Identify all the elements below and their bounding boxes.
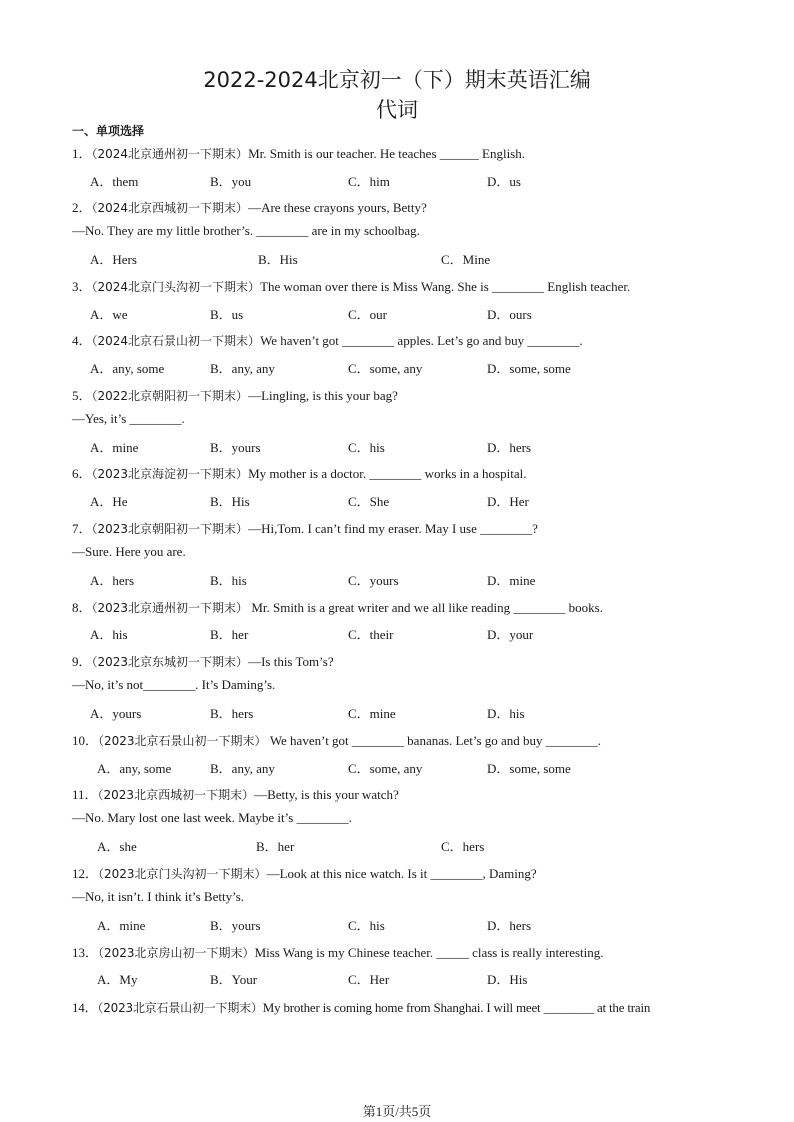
option: C．some, any xyxy=(348,361,423,376)
page-title: 2022-2024北京初一（下）期末英语汇编 xyxy=(203,68,591,92)
option: A．his xyxy=(90,627,128,642)
question-5: 5．（2022北京朝阳初一下期末）—Lingling, is this your bag? xyxy=(72,388,398,403)
option: D．ours xyxy=(487,307,532,322)
page-footer: 第1页/共5页 xyxy=(362,1104,432,1119)
option: B．you xyxy=(210,174,252,189)
option: A．Hers xyxy=(90,252,137,267)
option: C．mine xyxy=(348,706,396,721)
option: D．your xyxy=(487,627,534,642)
option: C．some, any xyxy=(348,761,423,776)
question-11-line-2: —No. Mary lost one last week. Maybe it’s ________. xyxy=(72,810,352,825)
question-12: 12．（2023北京门头沟初一下期末）—Look at this nice watch. Is it ________, Daming? xyxy=(72,866,537,881)
option: B．Your xyxy=(210,972,258,987)
option: C．him xyxy=(348,174,390,189)
option: A．any, some xyxy=(90,361,165,376)
option: A．mine xyxy=(97,918,146,933)
option: D．some, some xyxy=(487,361,571,376)
option: B．her xyxy=(256,839,295,854)
option: A．she xyxy=(97,839,137,854)
option: C．hers xyxy=(441,839,485,854)
option: D．His xyxy=(487,972,528,987)
question-9: 9．（2023北京东城初一下期末）—Is this Tom’s? xyxy=(72,654,334,669)
question-7-line-2: —Sure. Here you are. xyxy=(72,544,186,559)
option: B．her xyxy=(210,627,249,642)
question-7: 7．（2023北京朝阳初一下期末）—Hi,Tom. I can’t find my eraser. May I use ________? xyxy=(72,521,538,536)
question-8: 8．（2023北京通州初一下期末） Mr. Smith is a great writer and we all like reading ________ books. xyxy=(72,600,603,615)
option: C．She xyxy=(348,494,390,509)
question-2: 2．（2024北京西城初一下期末）—Are these crayons yours, Betty? xyxy=(72,200,427,215)
option: B．his xyxy=(210,573,247,588)
question-6: 6．（2023北京海淀初一下期末）My mother is a doctor. ________ works in a hospital. xyxy=(72,466,527,481)
question-11: 11．（2023北京西城初一下期末）—Betty, is this your watch? xyxy=(72,787,399,802)
question-14: 14．（2023北京石景山初一下期末）My brother is coming home from Shanghai. I will meet ________ at the train xyxy=(72,1000,651,1015)
option: B．any, any xyxy=(210,361,275,376)
option: B．His xyxy=(258,252,298,267)
option: C．his xyxy=(348,440,385,455)
option: D．us xyxy=(487,174,521,189)
section-heading: 一、单项选择 xyxy=(72,124,145,138)
question-4: 4．（2024北京石景山初一下期末）We haven’t got ________ apples. Let’s go and buy ________. xyxy=(72,333,583,348)
option: B．yours xyxy=(210,440,261,455)
page-subtitle: 代词 xyxy=(376,98,418,122)
option: C．his xyxy=(348,918,385,933)
option: B．us xyxy=(210,307,244,322)
option: D．hers xyxy=(487,440,532,455)
question-12-line-2: —No, it isn’t. I think it’s Betty’s. xyxy=(72,889,245,904)
option: B．any, any xyxy=(210,761,275,776)
question-10: 10．（2023北京石景山初一下期末） We haven’t got ________ bananas. Let’s go and buy ________. xyxy=(72,733,602,748)
option: D．his xyxy=(487,706,525,721)
question-5-line-2: —Yes, it’s ________. xyxy=(72,411,185,426)
option: D．Her xyxy=(487,494,529,509)
option: A．My xyxy=(97,972,138,987)
option: D．hers xyxy=(487,918,532,933)
option: A．hers xyxy=(90,573,135,588)
option: C．their xyxy=(348,627,394,642)
option: C．Her xyxy=(348,972,390,987)
option: B．His xyxy=(210,494,250,509)
option: B．yours xyxy=(210,918,261,933)
question-9-line-2: —No, it’s not________. It’s Daming’s. xyxy=(72,677,276,692)
option: D．mine xyxy=(487,573,536,588)
option: A．them xyxy=(90,174,139,189)
option: C．our xyxy=(348,307,388,322)
option: A．He xyxy=(90,494,128,509)
option: C．yours xyxy=(348,573,399,588)
question-1: 1．（2024北京通州初一下期末）Mr. Smith is our teacher. He teaches ______ English. xyxy=(72,146,525,161)
option: A．mine xyxy=(90,440,139,455)
question-2-line-2: —No. They are my little brother’s. ________ are in my schoolbag. xyxy=(72,223,420,238)
question-13: 13．（2023北京房山初一下期末）Miss Wang is my Chinese teacher. _____ class is really interesting. xyxy=(72,945,604,960)
option: C．Mine xyxy=(441,252,491,267)
option: A．yours xyxy=(90,706,142,721)
option: D．some, some xyxy=(487,761,571,776)
option: A．any, some xyxy=(97,761,172,776)
option: B．hers xyxy=(210,706,254,721)
question-3: 3．（2024北京门头沟初一下期末）The woman over there is Miss Wang. She is ________ English teacher. xyxy=(72,279,631,294)
option: A．we xyxy=(90,307,128,322)
